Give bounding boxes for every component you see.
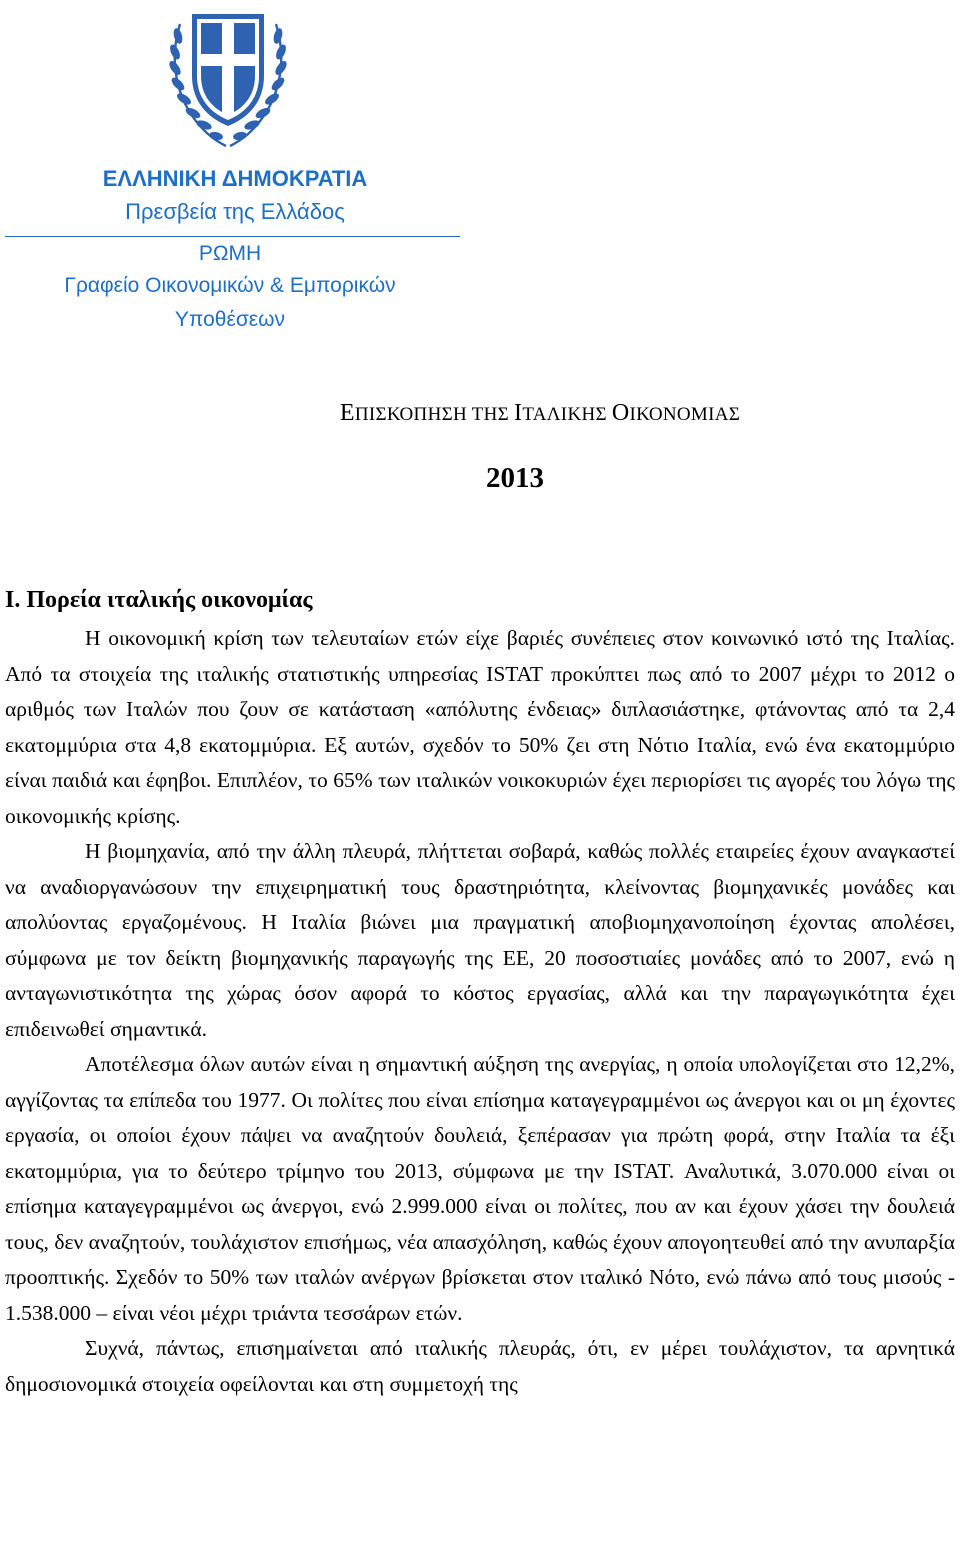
report-year: 2013 (486, 462, 544, 494)
letterhead-country: ΕΛΛΗΝΙΚΗ ΔΗΜΟΚΡΑΤΙΑ (102, 166, 368, 191)
greek-coat-of-arms-icon (166, 6, 290, 152)
letterhead-embassy: Πρεσβεία της Ελλάδος (125, 199, 345, 224)
letterhead-office-line2: Υποθέσεων (174, 308, 286, 331)
report-title-part: ΙΚΟΝΟΜΙΑΣ (629, 404, 741, 425)
letterhead-office-line1: Γραφείο Οικονομικών & Εμπορικών (64, 274, 396, 297)
report-title (0, 400, 960, 427)
report-title-part: Ε (339, 400, 355, 426)
letterhead-city: ΡΩΜΗ (198, 242, 262, 265)
report-title-part: Ι (514, 400, 523, 426)
paragraph: Αποτέλεσμα όλων αυτών είναι η σημαντική αύξηση της ανεργίας, η οποία υπολογίζεται στο 12,2%, αγγίζοντας τα επίπεδα του 1977. Οι πολίτες που είναι επίσημα καταγεγραμμένοι ως άνεργοι και οι μη έχοντες εργασία, οι οποίοι έχουν πάψει να αναζητούν δουλειά, ξεπέρασαν για πρώτη φορά, στην Ιταλία τα έξι εκατομμύρια, για το δεύτερο τρίμηνο του 2013, σύμφωνα με την ISTAT. Αναλυτικά, 3.070.000 είναι οι επίσημα καταγεγραμμένοι ως άνεργοι, ενώ 2.999.000 είναι οι πολίτες, που αν και έχουν χάσει την δουλειά τους, δεν αναζητούν, τουλάχιστον επισήμως, νέα απασχόληση, καθώς έχουν απογοητευθεί από την ανυπαρξία προοπτικής. Σχεδόν το 50% των ιταλών ανέργων βρίσκεται στον ιταλικό Νότο, ενώ πάνω από τους μισούς - 1.538.000 – είναι νέοι μέχρι τριάντα τεσσάρων ετών. (5, 1052, 955, 1325)
letterhead (0, 162, 460, 337)
report-title-part: ΠΙΣΚΟΠΗΣΗ ΤΗΣ (354, 404, 515, 425)
section-body (5, 621, 955, 1402)
paragraph: Συχνά, πάντως, επισημαίνεται από ιταλικής πλευράς, ότι, εν μέρει τουλάχιστον, τα αρνητικά δημοσιονομικά στοιχεία οφείλονται και στη συμμετοχή της (5, 1336, 955, 1396)
paragraph: Η βιομηχανία, από την άλλη πλευρά, πλήττεται σοβαρά, καθώς πολλές εταιρείες έχουν αναγκαστεί να αναδιοργανώσουν την επιχειρηματική τους δραστηριότητα, κλείνοντας βιομηχανικές μονάδες και απολύοντας εργαζομένους. Η Ιταλία βιώνει μια πραγματική αποβιομηχανοποίηση έχοντας απολέσει, σύμφωνα με τον δείκτη βιομηχανικής παραγωγής της ΕΕ, 20 ποσοστιαίες μονάδες από το 2007, ενώ η ανταγωνιστικότητα της χώρας όσον αφορά το κόστος εργασίας, αλλά και την παραγωγικότητα έχει επιδεινωθεί σημαντικά. (5, 839, 955, 1041)
report-title-part: Ο (611, 400, 630, 426)
letterhead-divider (5, 236, 460, 237)
section-heading: Ι. Πορεία ιταλικής οικονομίας (5, 587, 313, 613)
paragraph: Η οικονομική κρίση των τελευταίων ετών είχε βαριές συνέπειες στον κοινωνικό ιστό της Ιταλίας. Από τα στοιχεία της ιταλικής στατιστικής υπηρεσίας ISTAT προκύπτει πως από το 2007 μέχρι το 2012 ο αριθμός των Ιταλών που ζουν σε κατάσταση «απόλυτης ένδειας» διπλασιάστηκε, φτάνοντας από τα 2,4 εκατομμύρια στα 4,8 εκατομμύρια. Εξ αυτών, σχεδόν το 50% ζει στη Νότιο Ιταλία, ενώ ένα εκατομμύριο είναι παιδιά και έφηβοι. Επιπλέον, το 65% των ιταλικών νοικοκυριών έχει περιορίσει τις αγορές του λόγω της οικονομικής κρίσης. (5, 626, 955, 828)
report-title-part: ΤΑΛΙΚΗΣ (522, 404, 612, 425)
